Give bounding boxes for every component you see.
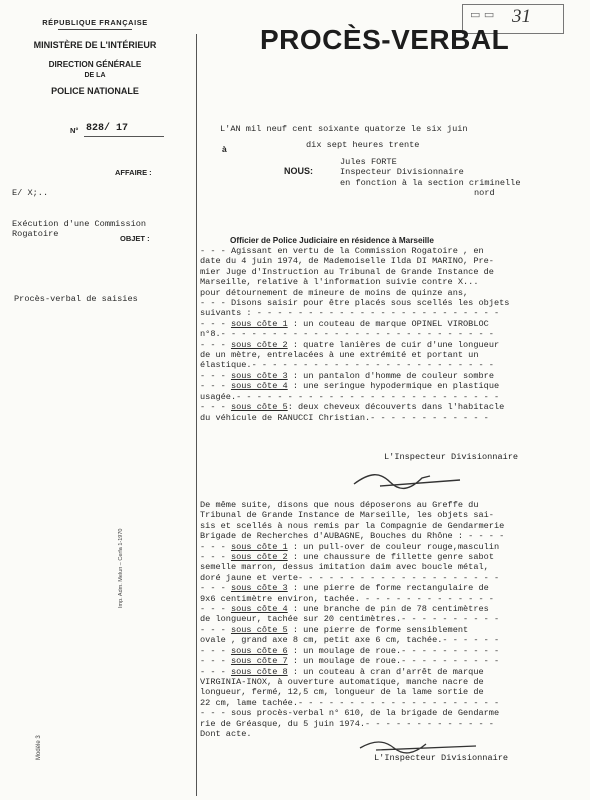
body1-line: - - - Disons saisir pour être placés sous scellés les objets — [200, 298, 510, 309]
ministry-label: MINISTÈRE DE L'INTÉRIEUR — [33, 40, 157, 50]
body1-line: suivants : - - - - - - - - - - - - - - - - - - - - - - - - — [200, 308, 500, 319]
body2-line: - - - sous côte 4 : une branche de pin de 78 centimètres — [200, 604, 489, 615]
exhibit-label: sous côte 2 — [230, 552, 288, 563]
body2-line: - - - sous côte 3 : une pierre de forme rectangulaire de — [200, 583, 489, 594]
exhibit-label: sous côte 3 — [230, 370, 288, 381]
body2-line: sis et scellés à nous remis par la Compagnie de Gendarmerie — [200, 520, 505, 531]
body2-line: 9x6 centimètre environ, tachée. - - - - - - - - - - - - - — [200, 593, 494, 604]
body1-line: - - - Agissant en vertu de la Commission Rogatoire , en — [200, 246, 484, 256]
margin-rule — [196, 34, 197, 796]
body-section-1 — [200, 246, 509, 423]
body2-line: - - - sous procès-verbal n° 610, de la brigade de Gendarme — [200, 708, 500, 719]
nous-line: Jules FORTE — [340, 157, 397, 167]
stamp-checkbox-marks: ▭ ▭ — [470, 8, 495, 21]
body1-line: élastique.- - - - - - - - - - - - - - - - - - - - - - - - — [200, 360, 494, 371]
affaire-value: E/ X;.. — [12, 188, 49, 198]
a-label: à — [222, 144, 227, 154]
number-label: N° — [70, 126, 79, 135]
exhibit-label: sous côte 6 — [230, 645, 288, 656]
print-note: Imp. Adm. Melun – Cerfa 1-1970 — [118, 528, 124, 608]
objet-value: Procès-verbal de saisies — [14, 294, 138, 304]
nous-label: NOUS: — [284, 166, 313, 176]
body2-line: - - - sous côte 6 : un moulage de roue.- - - - - - - - - - — [200, 645, 500, 656]
body2-line: De même suite, disons que nous déposerons au Greffe du — [200, 500, 479, 510]
exhibit-label: sous côte 1 — [230, 541, 288, 552]
date-line: L'AN mil neuf cent soixante quatorze le six juin — [220, 124, 468, 134]
exhibit-label: sous côte 4 — [230, 604, 288, 615]
body2-line: doré jaune et verte- - - - - - - - - - - - - - - - - - - - — [200, 572, 500, 583]
direction-label: DIRECTION GÉNÉRALE — [48, 60, 142, 69]
number-rule — [84, 136, 164, 137]
body1-line: usagée.- - - - - - - - - - - - - - - - - - - - - - - - - - — [200, 391, 500, 402]
body1-line: pour détournement de mineure de moins de quinze ans, — [200, 287, 469, 298]
signature-2-scribble — [356, 736, 486, 756]
body1-line: Marseille, relative à l'information suivie contre X... — [200, 277, 479, 288]
stamp-number: 31 — [512, 6, 531, 27]
execution-text: Exécution d'une Commission Rogatoire — [12, 219, 147, 240]
body1-line: mier Juge d'Instruction au Tribunal de Grande Instance de — [200, 266, 494, 277]
officer-line: Officier de Police Judiciaire en résidence à Marseille — [230, 236, 434, 245]
objet-label: OBJET : — [120, 234, 150, 243]
exhibit-label: sous côte 5 — [230, 624, 288, 635]
body1-line: date du 4 juin 1974, de Mademoiselle Ilda DI MARINO, Pre- — [200, 256, 494, 267]
body2-line: - - - sous côte 8 : un couteau à cran d'arrêt de marque — [200, 666, 484, 677]
body1-line: - - - sous côte 4 : une seringue hypodermique en plastique — [200, 381, 500, 392]
body1-line: - - - sous côte 2 : quatre lanières de cuir d'une longueur — [200, 339, 500, 350]
exhibit-label: sous côte 1 — [230, 318, 288, 329]
body1-line: du véhicule de RANUCCI Christian.- - - - - - - - - - - - — [200, 412, 489, 423]
model-note: Modèle 3 — [36, 735, 42, 760]
body2-line: semelle marron, dessus imitation daim avec boucle métal, — [200, 562, 489, 573]
signature-1: L'Inspecteur Divisionnaire — [384, 452, 519, 462]
header-rule — [58, 29, 132, 30]
body1-line: - - - sous côte 3 : un pantalon d'homme de couleur sombre — [200, 370, 494, 381]
body2-line: - - - sous côte 1 : un pull-over de couleur rouge,masculin — [200, 541, 500, 552]
body2-line: 22 cm, lame tachée.- - - - - - - - - - - - - - - - - - - - — [200, 697, 500, 708]
police-label: POLICE NATIONALE — [51, 86, 139, 96]
nous-line: Inspecteur Divisionnaire — [340, 167, 464, 178]
nous-line: nord — [474, 188, 495, 199]
number-value: 828/ 17 — [86, 123, 129, 134]
body1-line: n°8.- - - - - - - - - - - - - - - - - - - - - - - - - - - — [200, 329, 494, 340]
de-la-label: DE LA — [84, 72, 106, 79]
signature-2: L'Inspecteur Divisionnaire — [374, 753, 509, 763]
affaire-label: AFFAIRE : — [115, 168, 152, 177]
exhibit-label: sous côte 2 — [230, 339, 288, 350]
body2-line: rie de Gréasque, du 5 juin 1974.- - - - - - - - - - - - - — [200, 718, 494, 729]
page-title: PROCÈS-VERBAL — [260, 24, 510, 55]
body2-line: ovale , grand axe 8 cm, petit axe 6 cm, tachée.- - - - - - — [200, 635, 500, 646]
signature-1-scribble — [350, 466, 470, 492]
body2-line: VIRGINIA-INOX, à ouverture automatique, manche nacre de — [200, 676, 484, 687]
body2-line: Tribunal de Grande Instance de Marseille, les objets sai- — [200, 510, 494, 521]
republic-label: RÉPUBLIQUE FRANÇAISE — [42, 18, 148, 27]
body2-line: - - - sous côte 2 : une chaussure de fillette genre sabot — [200, 552, 494, 563]
body1-line: - - - sous côte 1 : un couteau de marque OPINEL VIROBLOC — [200, 318, 489, 329]
nous-line: en fonction à la section criminelle — [340, 177, 521, 188]
body2-line: Brigade de Recherches d'AUBAGNE, Bouches du Rhône : - - - - — [200, 531, 505, 542]
body2-line: - - - sous côte 7 : un moulage de roue.- - - - - - - - - - — [200, 656, 500, 667]
body-section-2 — [200, 500, 504, 739]
body1-line: de un mètre, entrelacées à une extrémité et portant un — [200, 350, 479, 361]
body1-line: - - - sous côte 5: deux cheveux découverts dans l'habitacle — [200, 402, 505, 413]
body2-line: de longueur, tachée sur 20 centimètres.- - - - - - - - - - — [200, 614, 500, 625]
exhibit-label: sous côte 8 — [230, 666, 288, 677]
exhibit-label: sous côte 7 — [230, 656, 288, 667]
exhibit-label: sous côte 5 — [230, 402, 288, 413]
body2-line: - - - sous côte 5 : une pierre de forme sensiblement — [200, 624, 469, 635]
exhibit-label: sous côte 4 — [230, 381, 288, 392]
body2-line: longueur, fermé, 12,5 cm, longueur de la lame sortie de — [200, 687, 484, 698]
exhibit-label: sous côte 3 — [230, 583, 288, 594]
body2-line: Dont acte. — [200, 728, 252, 739]
time-line: dix sept heures trente — [306, 140, 420, 150]
nous-block — [340, 157, 521, 199]
